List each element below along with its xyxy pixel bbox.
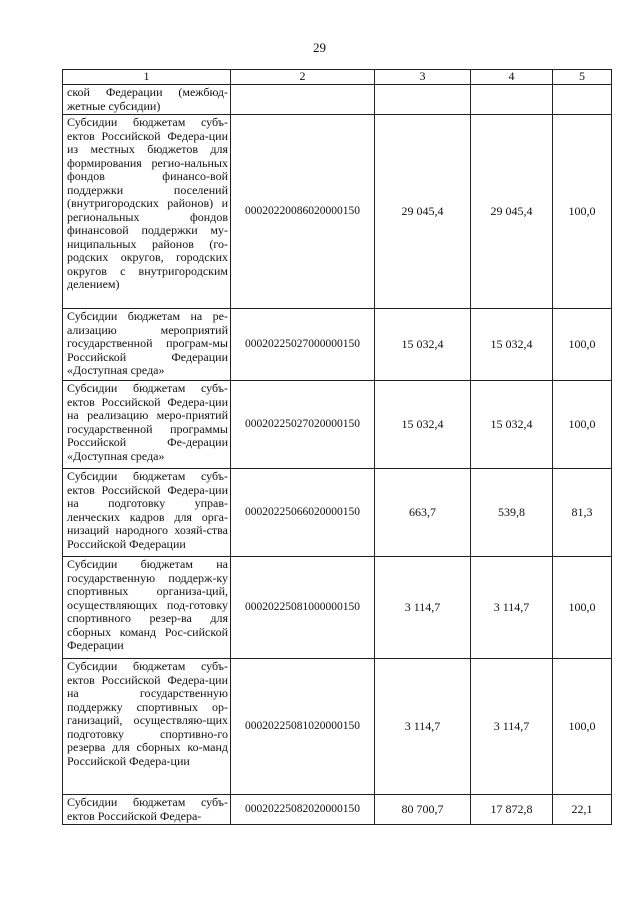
row-description: ской Федерации (межбюд-жетные субсидии) xyxy=(63,85,231,115)
row-percent: 22,1 xyxy=(553,795,612,825)
header-col-5: 5 xyxy=(553,70,612,85)
row-value-4: 17 872,8 xyxy=(471,795,553,825)
row-description: Субсидии бюджетам на ре-ализацию мероприятий государственной програм-мы Российской Федерации «Доступная среда» xyxy=(63,309,231,381)
table-row xyxy=(63,795,612,825)
row-value-3: 3 114,7 xyxy=(375,557,471,659)
row-value-4: 15 032,4 xyxy=(471,381,553,469)
table-row xyxy=(63,469,612,557)
row-value-3 xyxy=(375,85,471,115)
header-col-3: 3 xyxy=(375,70,471,85)
page-number: 29 xyxy=(313,40,326,55)
row-percent: 100,0 xyxy=(553,115,612,309)
row-percent: 81,3 xyxy=(553,469,612,557)
row-code xyxy=(231,85,375,115)
row-percent: 100,0 xyxy=(553,381,612,469)
row-value-4: 3 114,7 xyxy=(471,557,553,659)
table-row xyxy=(63,85,612,115)
row-value-3: 80 700,7 xyxy=(375,795,471,825)
row-value-3: 3 114,7 xyxy=(375,659,471,795)
row-description: Субсидии бюджетам субъ-ектов Российской Федера-ции на государственную поддержку спортивных ор-ганизаций, осуществляю-щих подготовку спортивно-го резерва для сборных ко-манд Российской Федера-ции xyxy=(63,659,231,795)
row-percent xyxy=(553,85,612,115)
row-value-4: 539,8 xyxy=(471,469,553,557)
row-value-4: 3 114,7 xyxy=(471,659,553,795)
header-col-4: 4 xyxy=(471,70,553,85)
row-value-3: 29 045,4 xyxy=(375,115,471,309)
row-value-3: 15 032,4 xyxy=(375,309,471,381)
row-percent: 100,0 xyxy=(553,557,612,659)
budget-table xyxy=(62,69,612,825)
table-row xyxy=(63,557,612,659)
row-value-4: 29 045,4 xyxy=(471,115,553,309)
row-value-4: 15 032,4 xyxy=(471,309,553,381)
row-code: 00020225027020000150 xyxy=(231,381,375,469)
row-description: Субсидии бюджетам субъ-ектов Российской Федера-ции из местных бюджетов для формирования регио-нальных фондов финансо-вой поддержки поселений (внутригородских районов) и региональных фондов финансовой поддержки му-ниципальных районов (го-родских округов, городских округов с внутригородским делением) xyxy=(63,115,231,309)
row-code: 00020225082020000150 xyxy=(231,795,375,825)
row-description: Субсидии бюджетам субъ-ектов Российской Федера-ции на реализацию меро-приятий государственной программы Российской Фе-дерации «Доступная среда» xyxy=(63,381,231,469)
row-description: Субсидии бюджетам субъ-ектов Российской Федера-ции на подготовку управ-ленческих кадров для орга-низаций народного хозяй-ства Российской Федерации xyxy=(63,469,231,557)
row-code: 00020225027000000150 xyxy=(231,309,375,381)
row-percent: 100,0 xyxy=(553,659,612,795)
row-description: Субсидии бюджетам субъ-ектов Российской Федера- xyxy=(63,795,231,825)
row-description: Субсидии бюджетам на государственную поддерж-ку спортивных организа-ций, осуществляющих под-готовку спортивного резер-ва для сборных команд Рос-сийской Федерации xyxy=(63,557,231,659)
table-row xyxy=(63,381,612,469)
table-row xyxy=(63,115,612,309)
row-code: 00020225081000000150 xyxy=(231,557,375,659)
row-code: 00020225066020000150 xyxy=(231,469,375,557)
header-col-1: 1 xyxy=(63,70,231,85)
row-percent: 100,0 xyxy=(553,309,612,381)
table-row xyxy=(63,309,612,381)
row-code: 00020225081020000150 xyxy=(231,659,375,795)
row-value-3: 663,7 xyxy=(375,469,471,557)
header-col-2: 2 xyxy=(231,70,375,85)
row-code: 00020220086020000150 xyxy=(231,115,375,309)
table-row xyxy=(63,659,612,795)
row-value-4 xyxy=(471,85,553,115)
row-value-3: 15 032,4 xyxy=(375,381,471,469)
table-header-row xyxy=(63,70,612,85)
